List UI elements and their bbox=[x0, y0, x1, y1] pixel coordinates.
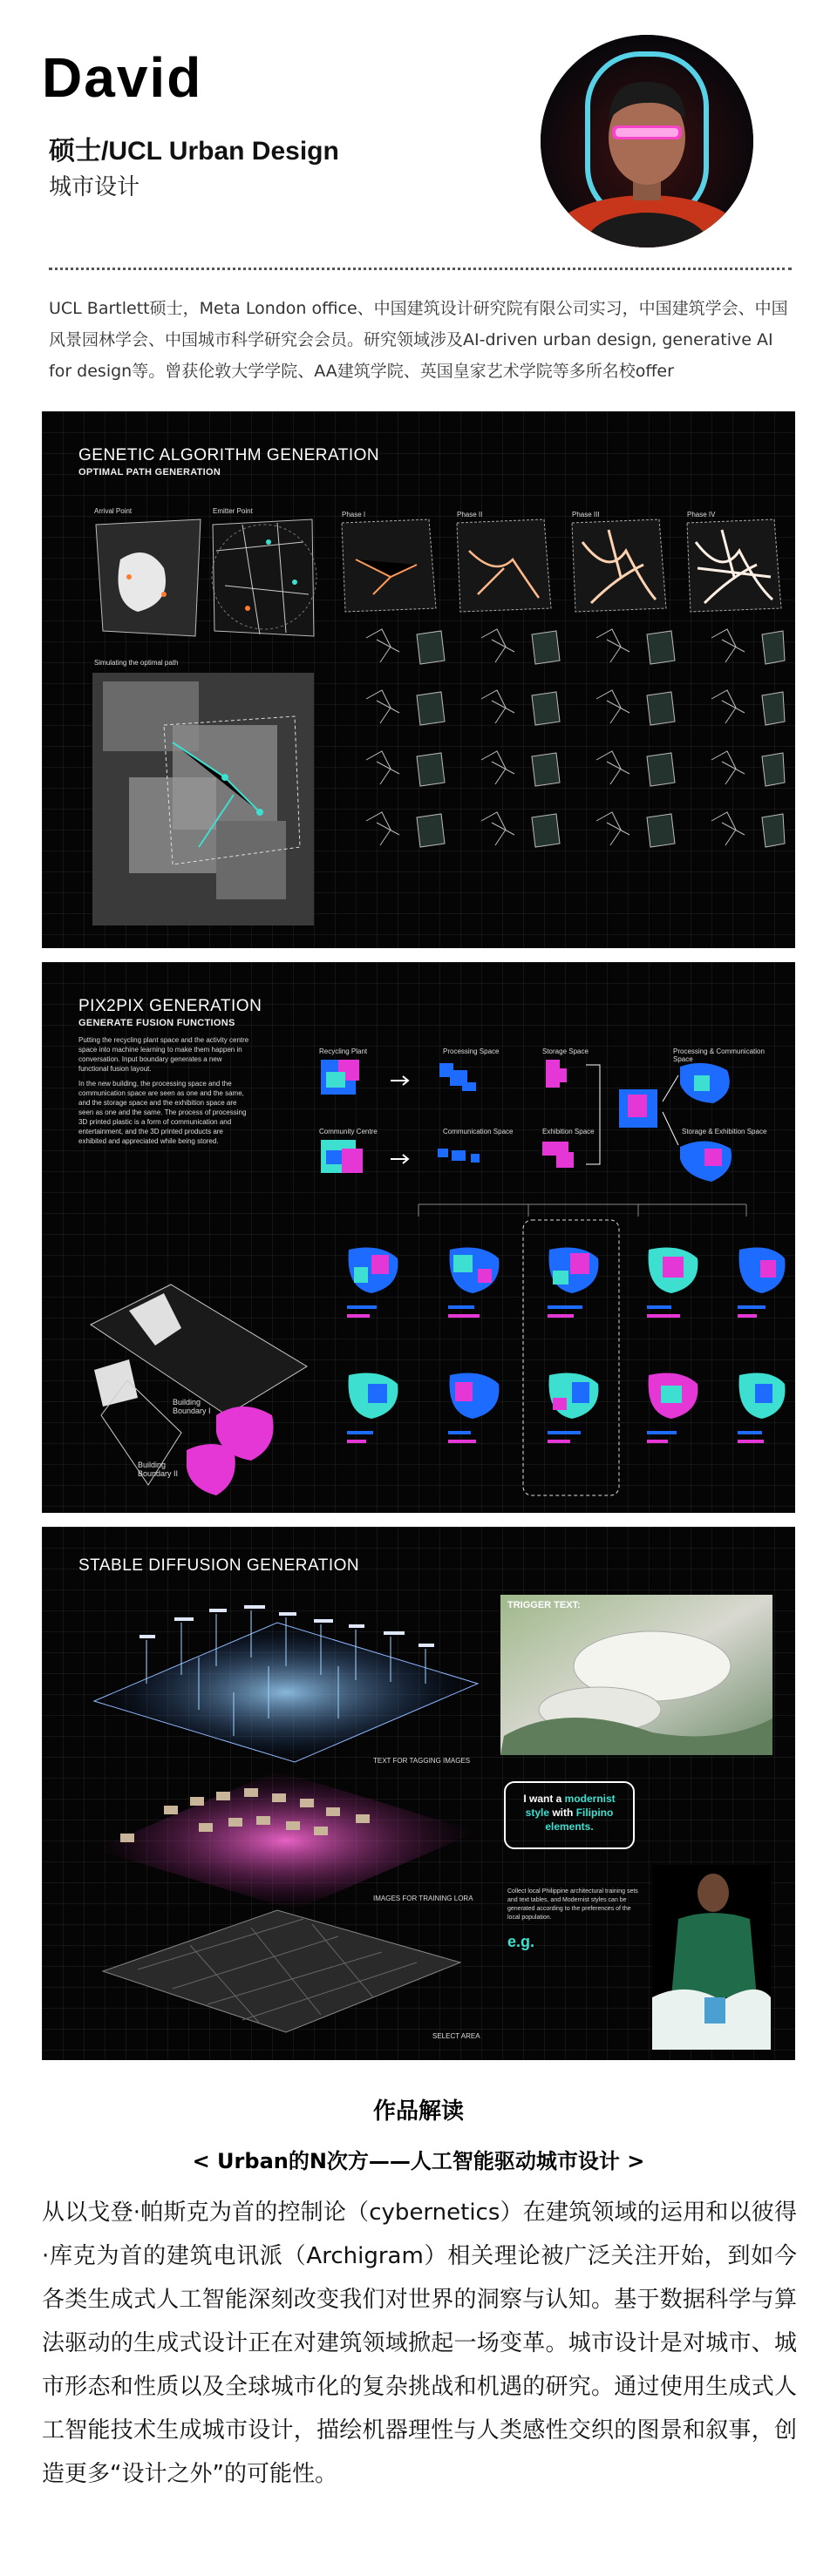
article-body: 从以戈登·帕斯克为首的控制论（cybernetics）在建筑领域的运用和以彼得·库克为首的建筑电讯派（Archigram）相关理论被广泛关注开始，到如今各类生成式人工智能深刻改变我们对世界的洞察与认知。基于数据科学与算法驱动的生成式设计正在对建筑领域掀起一场变革。城市设计是对城市、城市形态和性质以及全球城市化的复杂挑战和机遇的研究。通过使用生成式人工智能技术生成城市设计，描绘机器理性与人类感性交织的图景和叙事，创造更多“设计之外”的可能性。 bbox=[42, 2200, 797, 2487]
storage-space-blocks bbox=[546, 1060, 567, 1088]
emitter-point-label: Emitter Point bbox=[213, 507, 253, 515]
genetic-algorithm-panel bbox=[42, 411, 795, 948]
example-label: e.g. bbox=[507, 1933, 535, 1950]
fused-output-bottom bbox=[680, 1141, 732, 1182]
avatar-portrait-image bbox=[541, 35, 753, 247]
pix2pix-figure bbox=[42, 962, 795, 1513]
gan-bracket bbox=[586, 1065, 600, 1164]
processing-space-label: Processing Space bbox=[443, 1047, 500, 1055]
panel-title: STABLE DIFFUSION GENERATION bbox=[78, 1556, 360, 1575]
phase-diagrams bbox=[342, 519, 781, 612]
fused-output-top bbox=[680, 1063, 730, 1103]
phase-4-label: Phase IV bbox=[687, 511, 716, 519]
bubble-highlight-style: modernist style bbox=[525, 1793, 616, 1819]
phase-3-label: Phase III bbox=[572, 511, 600, 519]
processing-communication-label: Processing & Communication Space bbox=[673, 1047, 765, 1063]
header-divider bbox=[49, 268, 792, 270]
communication-space-blocks bbox=[438, 1149, 480, 1163]
phase-1-label: Phase I bbox=[342, 511, 366, 519]
genetic-algorithm-figure bbox=[42, 411, 795, 948]
panel-subtitle: GENERATE FUSION FUNCTIONS bbox=[78, 1018, 235, 1028]
profile-role: 城市设计 bbox=[49, 174, 140, 200]
pix2pix-panel bbox=[42, 962, 795, 1513]
bubble-text: with bbox=[549, 1807, 576, 1819]
stable-diffusion-figure bbox=[42, 1527, 795, 2060]
building-boundary-1-label: Building Boundary I bbox=[173, 1398, 211, 1415]
collect-description: Collect local Philippine architectural training sets and text tables, and Modernist styles can be generated according to the preferences of the local population. bbox=[507, 1888, 638, 1921]
article-title: 作品解读 bbox=[372, 2098, 464, 2125]
recycling-plant-label: Recycling Plant bbox=[319, 1047, 368, 1055]
person-photo bbox=[652, 1865, 771, 2050]
simulation-label: Simulating the optimal path bbox=[94, 659, 179, 667]
storage-space-label: Storage Space bbox=[542, 1047, 589, 1055]
building-boundary-2-label: Building Boundary II bbox=[138, 1461, 179, 1478]
community-centre-label: Community Centre bbox=[319, 1128, 378, 1135]
trigger-text-label: TRIGGER TEXT: bbox=[507, 1600, 581, 1610]
profile-bio: UCL Bartlett硕士，Meta London office、中国建筑设计研究院有限公司实习，中国建筑学会、中国风景园林学会、中国城市科学研究会会员。研究领域涉及AI-driven urban design, generative AI for design等。曾获伦敦大学学院、AA建筑学院、英国皇家艺术学院等多所名校offer bbox=[49, 299, 788, 381]
article-subtitle: < Urban的N次方——人工智能驱动城市设计 > bbox=[192, 2149, 645, 2173]
profile-name: David bbox=[42, 46, 203, 109]
stable-diffusion-panel bbox=[42, 1527, 795, 2060]
select-area-layer bbox=[103, 1910, 460, 2032]
panel-title: PIX2PIX GENERATION bbox=[78, 997, 262, 1015]
emitter-site-diagram bbox=[212, 519, 316, 636]
iteration-results-grid bbox=[366, 629, 785, 847]
building-boundary-drawing bbox=[91, 1285, 307, 1495]
bubble-highlight-elements: Filipino elements. bbox=[545, 1807, 614, 1833]
communication-space-label: Communication Space bbox=[443, 1128, 514, 1135]
pix2pix-paragraph-1: Putting the recycling plant space and the activity centre space into machine learning to make them happen in conversation. Input boundary generates a new functional fusion layout. bbox=[78, 1036, 249, 1073]
text-for-tagging-label: TEXT FOR TAGGING IMAGES bbox=[373, 1757, 471, 1765]
select-area-label: SELECT AREA bbox=[432, 2032, 480, 2040]
recycling-plant-layout bbox=[321, 1060, 359, 1095]
community-centre-layout bbox=[321, 1140, 363, 1173]
arrival-site-diagram bbox=[96, 519, 201, 636]
pix2pix-paragraph-2: In the new building, the processing space and the communication space are seen as one and the same, and the storage space and the exhibition space are seen as one and the same. The process of processing 3D printed plastic is a form of communication and entertainment, and the 3D printed products are exhibited and appreciated while being stored. bbox=[78, 1080, 247, 1145]
generated-layout-grid bbox=[349, 1248, 786, 1419]
exhibition-space-label: Exhibition Space bbox=[542, 1128, 595, 1135]
arrow-icon bbox=[391, 1076, 408, 1085]
processing-space-blocks bbox=[439, 1063, 476, 1091]
phase-2-label: Phase II bbox=[457, 511, 483, 519]
images-for-lora-label: IMAGES FOR TRAINING LORA bbox=[373, 1895, 473, 1902]
storage-exhibition-label: Storage & Exhibition Space bbox=[682, 1128, 767, 1135]
bubble-text: I want a bbox=[523, 1793, 565, 1805]
lora-training-images-layer bbox=[94, 1771, 478, 1910]
panel-subtitle: OPTIMAL PATH GENERATION bbox=[78, 467, 221, 478]
text-tagging-layer bbox=[94, 1605, 478, 1762]
simulation-map bbox=[92, 673, 314, 925]
arrival-point-label: Arrival Point bbox=[94, 507, 133, 515]
arrow-icon bbox=[391, 1155, 408, 1163]
generated-render-image bbox=[500, 1595, 772, 1755]
panel-title: GENETIC ALGORITHM GENERATION bbox=[78, 446, 380, 464]
profile-degree: 硕士/UCL Urban Design bbox=[49, 137, 339, 166]
avatar bbox=[541, 35, 753, 247]
exhibition-space-blocks bbox=[542, 1142, 574, 1168]
